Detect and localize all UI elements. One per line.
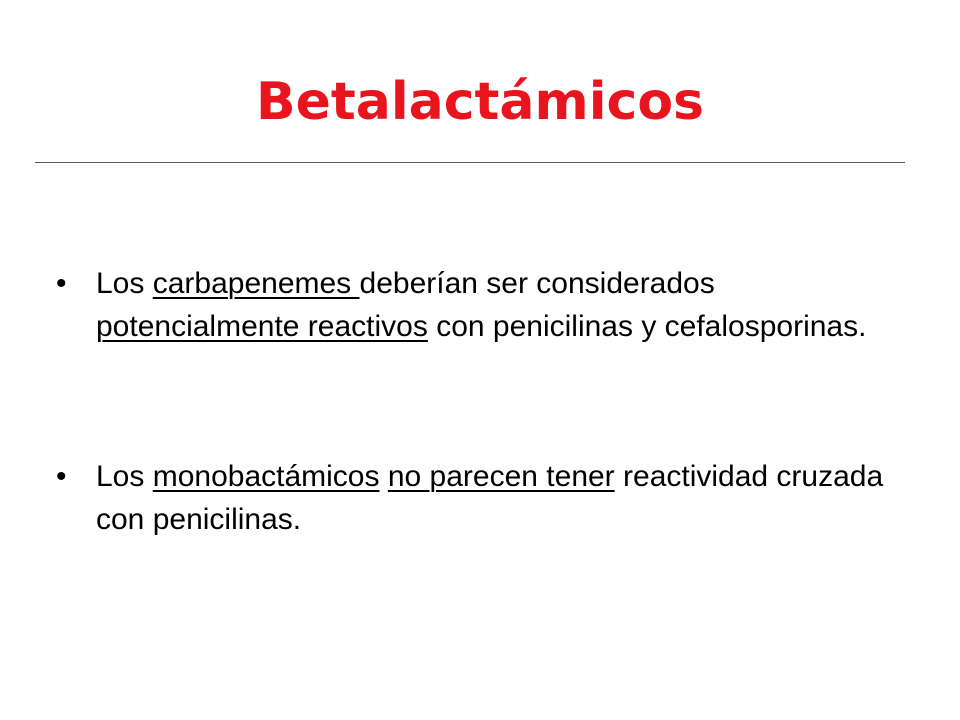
bullet-dot: • [56, 267, 67, 300]
bullet-item-monobactamicos [56, 455, 916, 541]
text-segment: Los [96, 267, 153, 300]
bullet-text [96, 267, 866, 343]
slide-title: Betalactámicos [255, 72, 705, 132]
underlined-phrase-no-parecen-tener: no parecen tener [387, 460, 615, 493]
bullet-item-carbapenemes [56, 262, 916, 348]
text-segment: reactividad cruzada con penicilinas. [96, 460, 884, 536]
bullet-dot: • [56, 460, 67, 493]
text-segment [380, 460, 388, 493]
bullet-list [56, 262, 916, 541]
title-divider [35, 162, 905, 163]
text-segment: con penicilinas y cefalosporinas. [427, 310, 867, 343]
underlined-term-monobactamicos: monobactámicos [152, 460, 380, 493]
text-segment: Los [96, 460, 153, 493]
underlined-phrase-potencialmente-reactivos: potencialmente reactivos [96, 310, 428, 343]
underlined-term-carbapenemes: carbapenemes [152, 267, 360, 300]
text-segment: deberían ser considerados [359, 267, 715, 300]
bullet-text [96, 460, 883, 536]
